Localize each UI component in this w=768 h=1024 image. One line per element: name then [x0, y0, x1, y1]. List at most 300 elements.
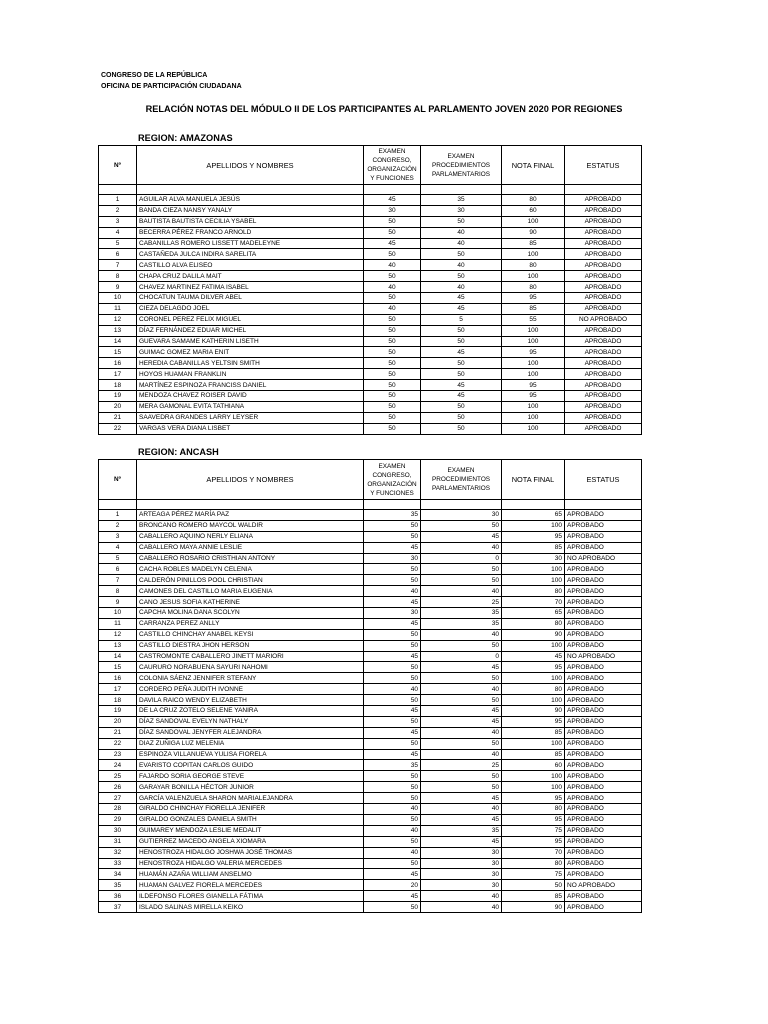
status: APROBADO — [565, 238, 642, 249]
final-grade: 50 — [502, 880, 565, 891]
participant-name: GARAYAR BONILLA HÉCTOR JUNIOR — [137, 782, 364, 793]
row-number: 27 — [99, 793, 137, 804]
final-grade: 100 — [502, 412, 565, 423]
participant-name: DIAZ ZUÑIGA LUZ MELENIA — [137, 738, 364, 749]
participant-name: ISLADO SALINAS MIRELLA KEIKO — [137, 902, 364, 913]
exam-procedures-score: 40 — [421, 542, 502, 553]
spacer-row — [99, 185, 642, 195]
table-header-row — [99, 460, 642, 500]
table-row — [99, 293, 642, 304]
final-grade: 80 — [502, 684, 565, 695]
row-number: 14 — [99, 336, 137, 347]
table-row — [99, 216, 642, 227]
participant-name: CASTILLO DIESTRA JHON HERSON — [137, 640, 364, 651]
participant-name: MERA GAMONAL EVITA TATHIANA — [137, 401, 364, 412]
exam-congress-score: 50 — [364, 836, 421, 847]
status: APROBADO — [565, 618, 642, 629]
table-row — [99, 608, 642, 619]
status: APROBADO — [565, 836, 642, 847]
table-row — [99, 640, 642, 651]
participant-name: HENOSTROZA HIDALGO JOSHWA JOSÉ THOMAS — [137, 847, 364, 858]
row-number: 10 — [99, 608, 137, 619]
row-number: 17 — [99, 369, 137, 380]
status: APROBADO — [565, 847, 642, 858]
participant-name: CASTAÑEDA JULCA INDIRA SARELITA — [137, 249, 364, 260]
final-grade: 100 — [502, 423, 565, 434]
status: APROBADO — [565, 858, 642, 869]
exam-congress-score: 40 — [364, 847, 421, 858]
office-name: OFICINA DE PARTICIPACIÓN CIUDADANA — [101, 83, 242, 90]
row-number: 12 — [99, 314, 137, 325]
participant-name: CORDERO PEÑA JUDITH IVONNE — [137, 684, 364, 695]
exam-procedures-score: 30 — [421, 510, 502, 521]
exam-procedures-score: 0 — [421, 553, 502, 564]
row-number: 29 — [99, 814, 137, 825]
status: APROBADO — [565, 825, 642, 836]
exam-congress-score: 50 — [364, 216, 421, 227]
final-grade: 100 — [502, 695, 565, 706]
table-row — [99, 804, 642, 815]
final-grade: 100 — [502, 520, 565, 531]
exam-procedures-score: 30 — [421, 880, 502, 891]
final-grade: 65 — [502, 510, 565, 521]
row-number: 28 — [99, 804, 137, 815]
exam-procedures-score: 50 — [421, 412, 502, 423]
participant-name: HENOSTROZA HIDALGO VALERIA MERCEDES — [137, 858, 364, 869]
exam-procedures-score: 50 — [421, 423, 502, 434]
table-row — [99, 662, 642, 673]
row-number: 7 — [99, 575, 137, 586]
table-body-amazonas — [99, 195, 642, 435]
exam-procedures-score: 30 — [421, 847, 502, 858]
final-grade: 45 — [502, 651, 565, 662]
exam-procedures-score: 50 — [421, 369, 502, 380]
exam-congress-score: 50 — [364, 793, 421, 804]
status: NO APROBADO — [565, 314, 642, 325]
status: APROBADO — [565, 629, 642, 640]
final-grade: 100 — [502, 358, 565, 369]
participant-name: CHAPA CRUZ DALILA MAIT — [137, 271, 364, 282]
exam-congress-score: 50 — [364, 314, 421, 325]
exam-congress-score: 50 — [364, 531, 421, 542]
table-body-ancash — [99, 510, 642, 913]
final-grade: 90 — [502, 706, 565, 717]
table-row — [99, 325, 642, 336]
final-grade: 80 — [502, 195, 565, 206]
table-row — [99, 847, 642, 858]
exam-procedures-score: 50 — [421, 401, 502, 412]
exam-congress-score: 40 — [364, 260, 421, 271]
exam-procedures-score: 35 — [421, 195, 502, 206]
row-number: 6 — [99, 249, 137, 260]
participant-name: CABALLERO MAYA ANNIE LESLIE — [137, 542, 364, 553]
exam-procedures-score: 50 — [421, 782, 502, 793]
status: APROBADO — [565, 738, 642, 749]
region-title-ancash: REGION: ANCASH — [138, 447, 219, 457]
row-number: 5 — [99, 553, 137, 564]
row-number: 12 — [99, 629, 137, 640]
table-row — [99, 706, 642, 717]
exam-congress-score: 50 — [364, 358, 421, 369]
status: APROBADO — [565, 793, 642, 804]
row-number: 22 — [99, 423, 137, 434]
status: APROBADO — [565, 814, 642, 825]
table-row — [99, 531, 642, 542]
exam-procedures-score: 50 — [421, 249, 502, 260]
exam-congress-score: 40 — [364, 282, 421, 293]
exam-procedures-score: 45 — [421, 836, 502, 847]
status: APROBADO — [565, 782, 642, 793]
exam-congress-score: 45 — [364, 597, 421, 608]
participant-name: GUIMAC GOMEZ MARIA ENIT — [137, 347, 364, 358]
status: APROBADO — [565, 716, 642, 727]
exam-congress-score: 45 — [364, 542, 421, 553]
final-grade: 95 — [502, 662, 565, 673]
final-grade: 60 — [502, 760, 565, 771]
row-number: 30 — [99, 825, 137, 836]
status: APROBADO — [565, 749, 642, 760]
table-row — [99, 695, 642, 706]
table-row — [99, 205, 642, 216]
exam-procedures-score: 50 — [421, 271, 502, 282]
table-row — [99, 793, 642, 804]
participant-name: DÍAZ SANDOVAL EVELYN NATHALY — [137, 716, 364, 727]
exam-procedures-score: 45 — [421, 793, 502, 804]
exam-congress-score: 50 — [364, 662, 421, 673]
table-row — [99, 597, 642, 608]
table-row — [99, 771, 642, 782]
status: APROBADO — [565, 760, 642, 771]
table-row — [99, 760, 642, 771]
row-number: 3 — [99, 216, 137, 227]
status: APROBADO — [565, 249, 642, 260]
status: APROBADO — [565, 423, 642, 434]
final-grade: 85 — [502, 749, 565, 760]
final-grade: 100 — [502, 336, 565, 347]
exam-congress-score: 50 — [364, 369, 421, 380]
table-row — [99, 314, 642, 325]
exam-procedures-score: 40 — [421, 804, 502, 815]
exam-procedures-score: 40 — [421, 586, 502, 597]
exam-procedures-score: 50 — [421, 216, 502, 227]
status: APROBADO — [565, 673, 642, 684]
row-number: 1 — [99, 510, 137, 521]
participant-name: DE LA CRUZ ZOTELO SELENE YANIRA — [137, 706, 364, 717]
status: APROBADO — [565, 902, 642, 913]
row-number: 9 — [99, 282, 137, 293]
exam-procedures-score: 50 — [421, 695, 502, 706]
status: APROBADO — [565, 195, 642, 206]
final-grade: 80 — [502, 586, 565, 597]
final-grade: 100 — [502, 325, 565, 336]
row-number: 33 — [99, 858, 137, 869]
status: APROBADO — [565, 412, 642, 423]
status: APROBADO — [565, 771, 642, 782]
final-grade: 90 — [502, 902, 565, 913]
table-row — [99, 401, 642, 412]
status: APROBADO — [565, 282, 642, 293]
final-grade: 95 — [502, 293, 565, 304]
status: APROBADO — [565, 640, 642, 651]
final-grade: 80 — [502, 260, 565, 271]
table-row — [99, 271, 642, 282]
table-row — [99, 260, 642, 271]
region-title-amazonas: REGION: AMAZONAS — [138, 133, 233, 143]
row-number: 20 — [99, 716, 137, 727]
exam-congress-score: 45 — [364, 238, 421, 249]
final-grade: 100 — [502, 782, 565, 793]
status: APROBADO — [565, 662, 642, 673]
final-grade: 80 — [502, 618, 565, 629]
row-number: 16 — [99, 673, 137, 684]
row-number: 8 — [99, 586, 137, 597]
table-row — [99, 673, 642, 684]
status: APROBADO — [565, 216, 642, 227]
status: APROBADO — [565, 608, 642, 619]
participant-name: CIEZA DELAGDO JOEL — [137, 303, 364, 314]
table-row — [99, 902, 642, 913]
participant-name: CALDERÓN PINILLOS POOL CHRISTIAN — [137, 575, 364, 586]
final-grade: 95 — [502, 531, 565, 542]
status: APROBADO — [565, 358, 642, 369]
exam-procedures-score: 40 — [421, 684, 502, 695]
status: APROBADO — [565, 520, 642, 531]
status: APROBADO — [565, 205, 642, 216]
exam-procedures-score: 50 — [421, 325, 502, 336]
final-grade: 95 — [502, 347, 565, 358]
row-number: 13 — [99, 640, 137, 651]
final-grade: 70 — [502, 847, 565, 858]
participant-name: BAUTISTA BAUTISTA CECILIA YSABEL — [137, 216, 364, 227]
exam-congress-score: 45 — [364, 749, 421, 760]
exam-procedures-score: 45 — [421, 706, 502, 717]
exam-congress-score: 50 — [364, 401, 421, 412]
status: APROBADO — [565, 380, 642, 391]
participant-name: CAMONES DEL CASTILLO MARIA EUGENIA — [137, 586, 364, 597]
status: APROBADO — [565, 804, 642, 815]
row-number: 26 — [99, 782, 137, 793]
exam-procedures-score: 45 — [421, 662, 502, 673]
table-row — [99, 542, 642, 553]
status: APROBADO — [565, 695, 642, 706]
table-row — [99, 651, 642, 662]
exam-congress-score: 50 — [364, 695, 421, 706]
exam-congress-score: 50 — [364, 347, 421, 358]
row-number: 32 — [99, 847, 137, 858]
exam-procedures-score: 45 — [421, 347, 502, 358]
row-number: 11 — [99, 303, 137, 314]
row-number: 1 — [99, 195, 137, 206]
participant-name: BRONCANO ROMERO MAYCOL WALDIR — [137, 520, 364, 531]
exam-congress-score: 50 — [364, 380, 421, 391]
row-number: 16 — [99, 358, 137, 369]
final-grade: 95 — [502, 836, 565, 847]
participant-name: GUEVARA SAMAME KATHERIN LISETH — [137, 336, 364, 347]
row-number: 7 — [99, 260, 137, 271]
participant-name: AGUILAR ALVA MANUELA JESÚS — [137, 195, 364, 206]
status: APROBADO — [565, 706, 642, 717]
row-number: 34 — [99, 869, 137, 880]
exam-congress-score: 50 — [364, 716, 421, 727]
participant-name: DÍAZ SANDOVAL JENYFER ALEJANDRA — [137, 727, 364, 738]
exam-procedures-score: 35 — [421, 608, 502, 619]
col-header-status: ESTATUS — [565, 460, 642, 500]
exam-procedures-score: 50 — [421, 738, 502, 749]
exam-congress-score: 45 — [364, 891, 421, 902]
exam-procedures-score: 25 — [421, 760, 502, 771]
exam-congress-score: 40 — [364, 303, 421, 314]
participant-name: MARTÍNEZ ESPINOZA FRANCISS DANIEL — [137, 380, 364, 391]
participant-name: COLONIA SÁENZ JENNIFER STEFANY — [137, 673, 364, 684]
table-row — [99, 858, 642, 869]
exam-congress-score: 30 — [364, 608, 421, 619]
row-number: 20 — [99, 401, 137, 412]
table-row — [99, 391, 642, 402]
exam-procedures-score: 45 — [421, 391, 502, 402]
exam-congress-score: 30 — [364, 553, 421, 564]
participant-name: CABALLERO AQUINO NERLY ELIANA — [137, 531, 364, 542]
table-row — [99, 869, 642, 880]
status: APROBADO — [565, 575, 642, 586]
exam-congress-score: 50 — [364, 575, 421, 586]
exam-procedures-score: 40 — [421, 238, 502, 249]
final-grade: 85 — [502, 238, 565, 249]
status: APROBADO — [565, 684, 642, 695]
exam-procedures-score: 45 — [421, 380, 502, 391]
col-header-final-grade: NOTA FINAL — [502, 460, 565, 500]
row-number: 13 — [99, 325, 137, 336]
exam-procedures-score: 50 — [421, 575, 502, 586]
participant-name: CASTILLO ALVA ELISEO — [137, 260, 364, 271]
spacer-row — [99, 500, 642, 510]
status: APROBADO — [565, 271, 642, 282]
participant-name: CACHA ROBLES MADELYN CELENIA — [137, 564, 364, 575]
final-grade: 85 — [502, 303, 565, 314]
exam-procedures-score: 50 — [421, 358, 502, 369]
participant-name: ARTEAGA PÉREZ MARÍA PAZ — [137, 510, 364, 521]
exam-procedures-score: 40 — [421, 891, 502, 902]
exam-congress-score: 50 — [364, 249, 421, 260]
participant-name: SAAVEDRA GRANDES LARRY LEYSER — [137, 412, 364, 423]
participant-name: BANDA CIEZA NANSY YANALY — [137, 205, 364, 216]
col-header-exam-procedures: EXAMEN PROCEDIMIENTOS PARLAMENTARIOS — [421, 460, 502, 500]
final-grade: 90 — [502, 629, 565, 640]
col-header-name: APELLIDOS Y NOMBRES — [137, 146, 364, 185]
participant-name: CABALLERO ROSARIO CRISTHIAN ANTONY — [137, 553, 364, 564]
row-number: 18 — [99, 695, 137, 706]
exam-congress-score: 50 — [364, 564, 421, 575]
participant-name: ILDEFONSO FLORES GIANELLA FÁTIMA — [137, 891, 364, 902]
exam-procedures-score: 25 — [421, 597, 502, 608]
exam-congress-score: 50 — [364, 858, 421, 869]
exam-procedures-score: 45 — [421, 716, 502, 727]
status: NO APROBADO — [565, 651, 642, 662]
col-header-exam-procedures: EXAMEN PROCEDIMIENTOS PARLAMENTARIOS — [421, 146, 502, 185]
table-row — [99, 412, 642, 423]
exam-congress-score: 50 — [364, 423, 421, 434]
exam-procedures-score: 45 — [421, 814, 502, 825]
table-row — [99, 520, 642, 531]
participant-name: GUTIERREZ MACEDO ANGELA XIOMARA — [137, 836, 364, 847]
participant-name: CHOCATUN TAUMA DILVER ABEL — [137, 293, 364, 304]
participant-name: HUAMAN GALVEZ FIORELA MERCEDES — [137, 880, 364, 891]
status: APROBADO — [565, 369, 642, 380]
exam-congress-score: 50 — [364, 391, 421, 402]
participant-name: VARGAS VERA DIANA LISBET — [137, 423, 364, 434]
col-header-number: Nº — [99, 460, 137, 500]
status: APROBADO — [565, 227, 642, 238]
participant-name: CASTILLO CHINCHAY ANABEL KEYSI — [137, 629, 364, 640]
table-row — [99, 336, 642, 347]
exam-congress-score: 50 — [364, 640, 421, 651]
status: NO APROBADO — [565, 553, 642, 564]
table-row — [99, 423, 642, 434]
table-row — [99, 749, 642, 760]
row-number: 21 — [99, 412, 137, 423]
grades-table-ancash — [98, 459, 642, 913]
final-grade: 100 — [502, 564, 565, 575]
exam-procedures-score: 50 — [421, 640, 502, 651]
participant-name: CORONEL PEREZ FELIX MIGUEL — [137, 314, 364, 325]
exam-procedures-score: 45 — [421, 303, 502, 314]
exam-congress-score: 50 — [364, 902, 421, 913]
row-number: 3 — [99, 531, 137, 542]
exam-procedures-score: 0 — [421, 651, 502, 662]
final-grade: 60 — [502, 205, 565, 216]
final-grade: 100 — [502, 216, 565, 227]
final-grade: 100 — [502, 771, 565, 782]
table-row — [99, 564, 642, 575]
table-row — [99, 282, 642, 293]
exam-congress-score: 45 — [364, 706, 421, 717]
exam-congress-score: 35 — [364, 510, 421, 521]
participant-name: GIRALDO GONZALES DANIELA SMITH — [137, 814, 364, 825]
table-row — [99, 249, 642, 260]
exam-procedures-score: 50 — [421, 564, 502, 575]
exam-procedures-score: 50 — [421, 673, 502, 684]
exam-congress-score: 50 — [364, 629, 421, 640]
row-number: 35 — [99, 880, 137, 891]
row-number: 17 — [99, 684, 137, 695]
row-number: 5 — [99, 238, 137, 249]
exam-congress-score: 50 — [364, 782, 421, 793]
participant-name: HEREDIA CABANILLAS YELTSIN SMITH — [137, 358, 364, 369]
exam-procedures-score: 40 — [421, 749, 502, 760]
row-number: 11 — [99, 618, 137, 629]
participant-name: GARCÍA VALENZUELA SHARON MARIALEJANDRA — [137, 793, 364, 804]
exam-procedures-score: 35 — [421, 618, 502, 629]
table-header-row — [99, 146, 642, 185]
row-number: 18 — [99, 380, 137, 391]
status: APROBADO — [565, 727, 642, 738]
exam-congress-score: 45 — [364, 195, 421, 206]
final-grade: 95 — [502, 793, 565, 804]
final-grade: 75 — [502, 869, 565, 880]
participant-name: ESPINOZA VILLANUEVA YULISA FIORELA — [137, 749, 364, 760]
table-row — [99, 891, 642, 902]
col-header-status: ESTATUS — [565, 146, 642, 185]
final-grade: 100 — [502, 673, 565, 684]
row-number: 2 — [99, 520, 137, 531]
status: APROBADO — [565, 325, 642, 336]
exam-procedures-score: 40 — [421, 629, 502, 640]
final-grade: 75 — [502, 825, 565, 836]
row-number: 31 — [99, 836, 137, 847]
final-grade: 55 — [502, 314, 565, 325]
row-number: 4 — [99, 227, 137, 238]
status: NO APROBADO — [565, 880, 642, 891]
status: APROBADO — [565, 597, 642, 608]
